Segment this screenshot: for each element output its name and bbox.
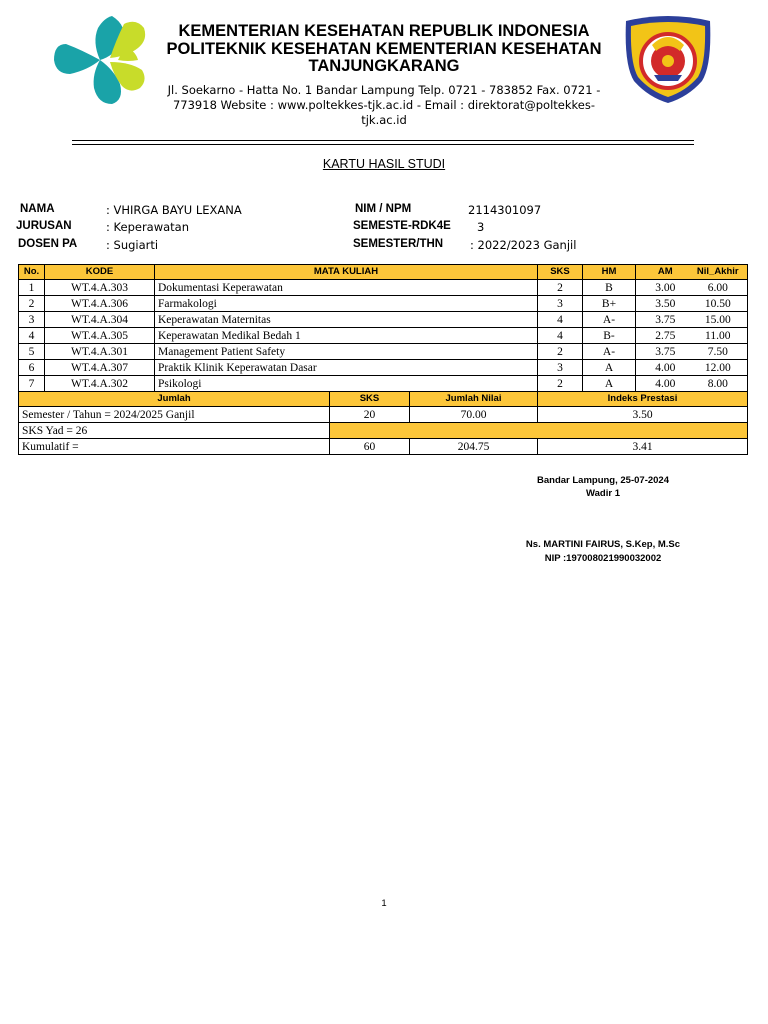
semester-year-label: SEMESTER/THN: [353, 238, 444, 250]
row-mata-kuliah: Keperawatan Medikal Bedah 1: [155, 328, 538, 344]
ministry-name: KEMENTERIAN KESEHATAN REPUBLIK INDONESIA: [178, 22, 590, 40]
row-nil-akhir: 15.00: [704, 313, 731, 326]
row-kode: WT.4.A.305: [45, 328, 155, 344]
row-no: 4: [19, 328, 45, 344]
row-nil-akhir: 6.00: [707, 281, 728, 294]
summary-header-jumlah: Jumlah: [19, 392, 330, 407]
row-am-nilai: [636, 328, 748, 344]
semester-summary-label: Semester / Tahun = 2024/2025 Ganjil: [19, 407, 330, 423]
summary-header-jumlah-nilai: Jumlah Nilai: [410, 392, 538, 407]
semester-year-value: : 2022/2023 Ganjil: [470, 238, 577, 252]
header-divider-top: [72, 140, 694, 141]
table-row: [19, 296, 748, 312]
table-header-row: [19, 265, 748, 280]
row-am-nilai: [636, 344, 748, 360]
header-kode: KODE: [45, 265, 155, 280]
row-am: 3.00: [655, 281, 676, 294]
header-hm: HM: [583, 265, 636, 280]
row-mata-kuliah: Keperawatan Maternitas: [155, 312, 538, 328]
header-am-nilai: [636, 265, 748, 280]
row-mata-kuliah: Management Patient Safety: [155, 344, 538, 360]
row-hm: A: [583, 360, 636, 376]
sks-yad-label: SKS Yad = 26: [19, 423, 330, 439]
semester-summary-row: [19, 407, 748, 423]
row-am: 3.75: [655, 345, 676, 358]
header-am: AM: [657, 266, 673, 277]
header-nil-akhir: Nil_Akhir: [696, 266, 739, 277]
nim-value: 2114301097: [468, 203, 542, 217]
row-nil-akhir: 12.00: [704, 361, 731, 374]
semester-summary-nilai: 70.00: [410, 407, 538, 423]
header-sks: SKS: [538, 265, 583, 280]
lampung-province-emblem: [622, 15, 714, 105]
row-kode: WT.4.A.301: [45, 344, 155, 360]
row-am: 2.75: [655, 329, 676, 342]
header-divider-bottom: [72, 144, 694, 145]
row-hm: A-: [583, 344, 636, 360]
kumulatif-row: [19, 439, 748, 455]
nama-value: : VHIRGA BAYU LEXANA: [106, 203, 242, 217]
row-kode: WT.4.A.302: [45, 376, 155, 392]
sks-yad-row: [19, 423, 748, 439]
row-no: 6: [19, 360, 45, 376]
table-row: [19, 280, 748, 296]
row-kode: WT.4.A.306: [45, 296, 155, 312]
kumulatif-nilai: 204.75: [410, 439, 538, 455]
row-no: 3: [19, 312, 45, 328]
row-no: 1: [19, 280, 45, 296]
signature-position: Wadir 1: [586, 488, 620, 499]
row-am-nilai: [636, 376, 748, 392]
row-am-nilai: [636, 296, 748, 312]
institution-city: TANJUNGKARANG: [308, 57, 460, 75]
row-sks: 2: [538, 376, 583, 392]
document-title: KARTU HASIL STUDI: [322, 157, 446, 171]
row-no: 2: [19, 296, 45, 312]
row-nil-akhir: 11.00: [705, 329, 731, 342]
row-hm: B+: [583, 296, 636, 312]
row-am-nilai: [636, 312, 748, 328]
row-nil-akhir: 7.50: [707, 345, 728, 358]
nama-label: NAMA: [20, 203, 55, 215]
institution-address: Jl. Soekarno - Hatta No. 1 Bandar Lampung Telp. 0721 - 783852 Fax. 0721 - 773918 Website : www.poltekkes-tjk.ac.id - Email : direktorat@poltekkes-tjk.ac.id: [167, 83, 601, 127]
row-sks: 4: [538, 312, 583, 328]
grades-table: [18, 264, 748, 455]
institution-name: POLITEKNIK KESEHATAN KEMENTERIAN KESEHATAN: [166, 40, 602, 58]
row-kode: WT.4.A.303: [45, 280, 155, 296]
jurusan-label: JURUSAN: [16, 220, 72, 232]
signature-place-date: Bandar Lampung, 25-07-2024: [537, 475, 669, 486]
row-am: 3.50: [655, 297, 676, 310]
row-sks: 3: [538, 360, 583, 376]
row-nil-akhir: 10.50: [704, 297, 731, 310]
signatory-name: Ns. MARTINI FAIRUS, S.Kep, M.Sc: [525, 539, 681, 550]
row-mata-kuliah: Praktik Klinik Keperawatan Dasar: [155, 360, 538, 376]
nim-label: NIM / NPM: [355, 203, 412, 215]
row-hm: A-: [583, 312, 636, 328]
dosen-value: : Sugiarti: [106, 238, 159, 252]
sks-yad-fill: [330, 423, 748, 439]
header-no: No.: [19, 265, 45, 280]
row-hm: A: [583, 376, 636, 392]
jurusan-value: : Keperawatan: [106, 220, 190, 234]
semester-summary-ip: 3.50: [538, 407, 748, 423]
row-hm: B: [583, 280, 636, 296]
kumulatif-label: Kumulatif =: [19, 439, 330, 455]
kumulatif-ip: 3.41: [538, 439, 748, 455]
summary-header-sks: SKS: [330, 392, 410, 407]
row-nil-akhir: 8.00: [707, 377, 728, 390]
page-number: 1: [381, 898, 387, 909]
semester-summary-sks: 20: [330, 407, 410, 423]
row-am: 4.00: [655, 377, 676, 390]
signatory-nip: NIP :197008021990032002: [544, 553, 662, 564]
table-row: [19, 360, 748, 376]
semester-label: SEMESTE-RDK4E: [353, 220, 451, 232]
summary-header-ip: Indeks Prestasi: [538, 392, 748, 407]
row-sks: 4: [538, 328, 583, 344]
dosen-label: DOSEN PA: [18, 238, 78, 250]
row-am-nilai: [636, 360, 748, 376]
row-sks: 3: [538, 296, 583, 312]
semester-value: 3: [477, 220, 485, 234]
row-am: 3.75: [655, 313, 676, 326]
summary-header-row: [19, 392, 748, 407]
table-row: [19, 344, 748, 360]
table-row: [19, 376, 748, 392]
row-sks: 2: [538, 280, 583, 296]
row-no: 5: [19, 344, 45, 360]
row-no: 7: [19, 376, 45, 392]
kumulatif-sks: 60: [330, 439, 410, 455]
row-mata-kuliah: Farmakologi: [155, 296, 538, 312]
table-row: [19, 312, 748, 328]
row-kode: WT.4.A.307: [45, 360, 155, 376]
row-am: 4.00: [655, 361, 676, 374]
row-mata-kuliah: Dokumentasi Keperawatan: [155, 280, 538, 296]
row-hm: B-: [583, 328, 636, 344]
header-mata-kuliah: MATA KULIAH: [155, 265, 538, 280]
row-mata-kuliah: Psikologi: [155, 376, 538, 392]
kemenkes-logo: [52, 14, 148, 106]
table-row: [19, 328, 748, 344]
row-sks: 2: [538, 344, 583, 360]
row-am-nilai: [636, 280, 748, 296]
row-kode: WT.4.A.304: [45, 312, 155, 328]
